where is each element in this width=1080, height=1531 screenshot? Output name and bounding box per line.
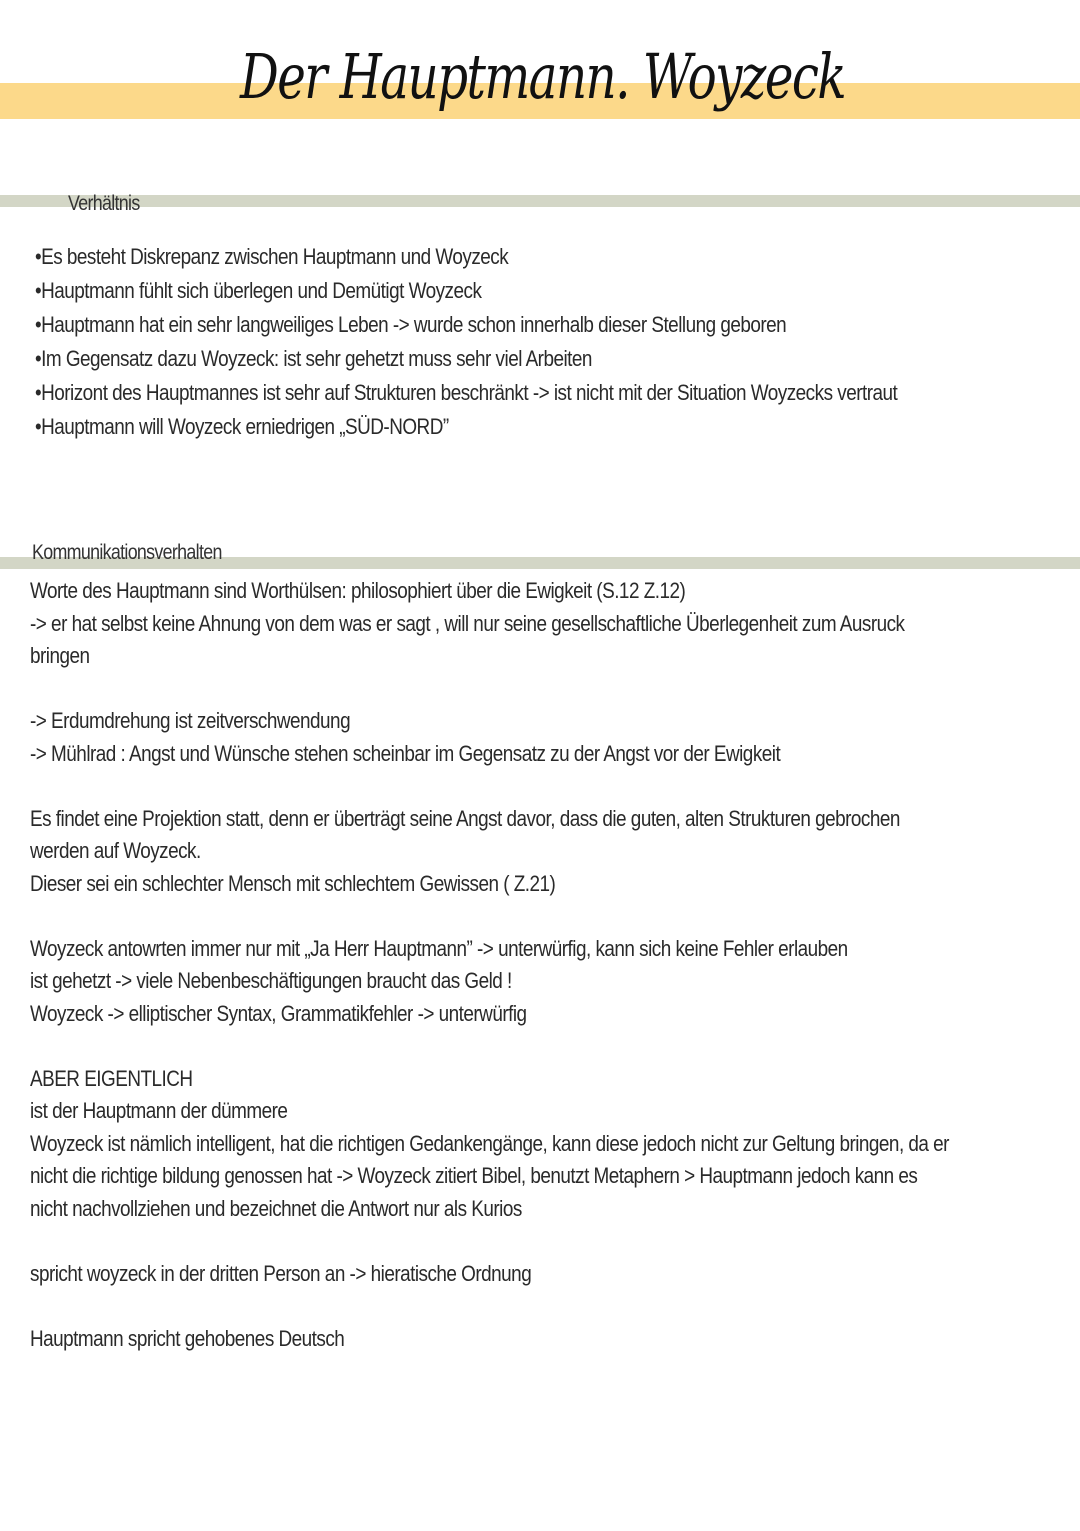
text-line	[30, 1225, 924, 1258]
text-line: spricht woyzeck in der dritten Person an -> hieratische Ordnung	[30, 1260, 532, 1286]
text-line: Dieser sei ein schlechter Mensch mit schlechtem Gewissen ( Z.21)	[30, 870, 556, 896]
text-line: Woyzeck antowrten immer nur mit „Ja Herr Hauptmann” -> unterwürfig, kann sich keine Fehler erlauben	[30, 935, 848, 961]
text-line: Hauptmann spricht gehobenes Deutsch	[30, 1325, 345, 1351]
text-line: -> Erdumdrehung ist zeitverschwendung	[30, 708, 351, 733]
text-line: ABER EIGENTLICH	[30, 1065, 193, 1091]
list-item: •Es besteht Diskrepanz zwischen Hauptmann und Woyzeck	[35, 244, 509, 269]
list-item: •Hauptmann hat ein sehr langweiliges Leben -> wurde schon innerhalb dieser Stellung geboren	[35, 312, 787, 337]
list-item: •Im Gegensatz dazu Woyzeck: ist sehr gehetzt muss sehr viel Arbeiten	[35, 346, 592, 371]
section-heading-kommunikation: Kommunikationsverhalten	[32, 541, 222, 564]
bullet-list	[35, 240, 1038, 444]
text-line: bringen	[30, 643, 90, 668]
list-item: •Hauptmann fühlt sich überlegen und Demütigt Woyzeck	[35, 278, 482, 303]
text-line: Woyzeck -> elliptischer Syntax, Grammatikfehler -> unterwürfig	[30, 1000, 527, 1026]
text-line	[30, 900, 924, 933]
text-line: Es findet eine Projektion statt, denn er überträgt seine Angst davor, dass die guten, alten Strukturen gebrochen	[30, 805, 900, 831]
list-item: •Horizont des Hauptmannes ist sehr auf Strukturen beschränkt -> ist nicht mit der Situation Woyzecks vertraut	[35, 380, 898, 405]
text-line: -> er hat selbst keine Ahnung von dem was er sagt , will nur seine gesellschaftliche Überlegenheit zum Ausruck	[30, 610, 905, 636]
section-divider	[0, 195, 1080, 207]
text-line: werden auf Woyzeck.	[30, 838, 201, 863]
text-line: nicht nachvollziehen und bezeichnet die Antwort nur als Kurios	[30, 1195, 522, 1221]
text-line	[30, 673, 924, 706]
body-text	[30, 575, 1070, 1355]
text-line	[30, 1290, 924, 1323]
text-line	[30, 1030, 924, 1063]
section-heading-verhaeltnis: Verhältnis	[68, 192, 140, 215]
text-line: Woyzeck ist nämlich intelligent, hat die richtigen Gedankengänge, kann diese jedoch nicht zur Geltung bringen, da er	[30, 1130, 949, 1156]
page-title: Der Hauptmann. Woyzeck	[240, 40, 846, 113]
text-line: ist gehetzt -> viele Nebenbeschäftigungen braucht das Geld !	[30, 968, 512, 993]
text-line: nicht die richtige bildung genossen hat -> Woyzeck zitiert Bibel, benutzt Metaphern > Hauptmann jedoch kann es	[30, 1163, 918, 1188]
text-line	[30, 770, 924, 803]
text-line: ist der Hauptmann der dümmere	[30, 1098, 288, 1123]
text-line: Worte des Hauptmann sind Worthülsen: philosophiert über die Ewigkeit (S.12 Z.12)	[30, 578, 686, 603]
list-item: •Hauptmann will Woyzeck erniedrigen „SÜD-NORD”	[35, 414, 449, 439]
text-line: -> Mühlrad : Angst und Wünsche stehen scheinbar im Gegensatz zu der Angst vor der Ewigkeit	[30, 740, 781, 766]
